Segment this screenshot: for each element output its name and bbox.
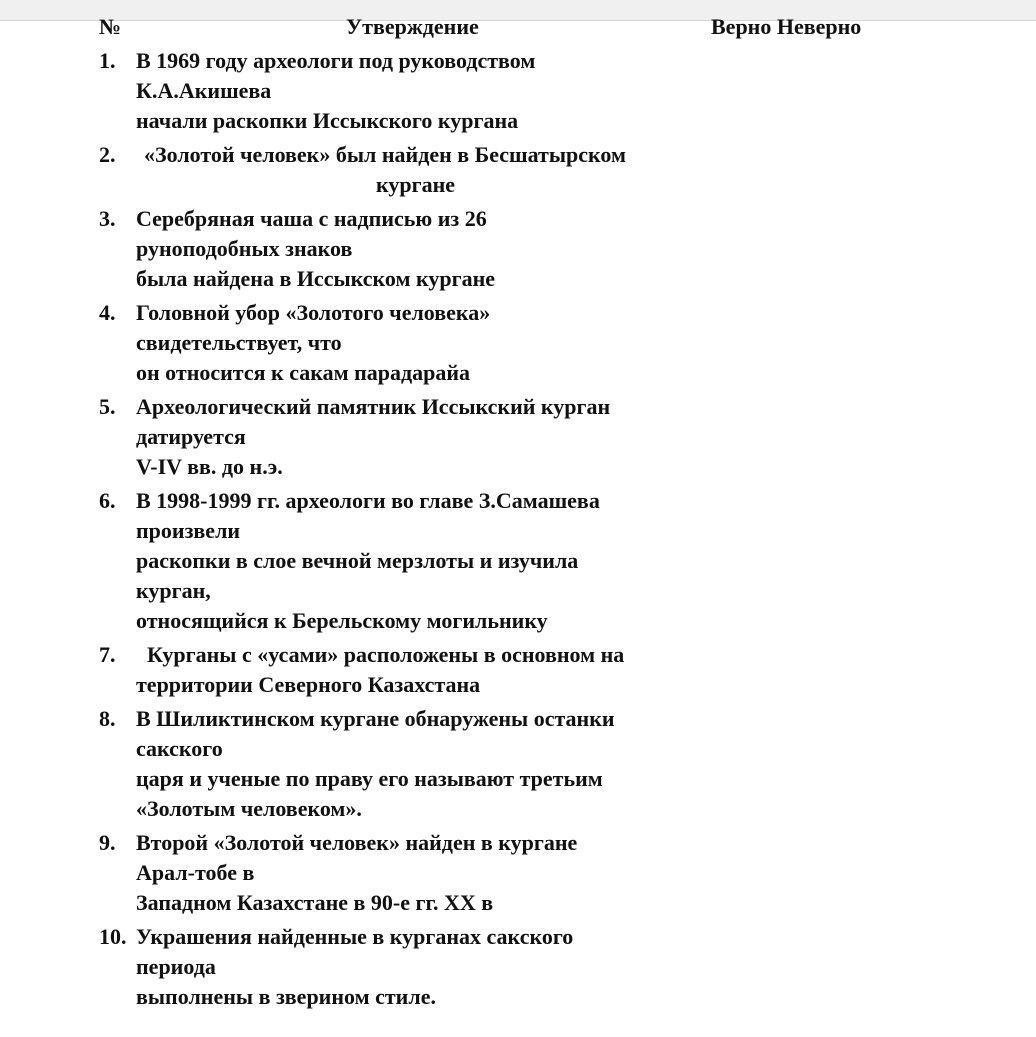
item-text-line: Арал-тобе в	[136, 860, 255, 885]
item-text-line: Западном Казахстане в 90-е гг. XX в	[136, 890, 494, 915]
item-text-line: Серебряная чаша с надписью из 26	[136, 206, 487, 231]
item-text-line: V-IV вв. до н.э.	[136, 454, 283, 479]
statement-item	[99, 140, 719, 200]
statement-item	[99, 828, 719, 918]
item-text-line: свидетельствует, что	[136, 330, 342, 355]
item-text-line: Курганы с «усами» расположены в основном на	[147, 642, 625, 667]
statement-item	[99, 486, 719, 636]
item-text-line: начали раскопки Иссыкского кургана	[136, 108, 519, 133]
item-text-line: была найдена в Иссыкском кургане	[136, 266, 496, 291]
item-text-line: сакского	[136, 736, 223, 761]
item-number: 10.	[99, 924, 127, 949]
item-number: 1.	[99, 48, 116, 73]
statement-list	[99, 46, 719, 1016]
item-number: 6.	[99, 488, 116, 513]
item-text-line: Украшения найденные в курганах сакского	[136, 924, 574, 949]
item-text-line: датируется	[136, 424, 246, 449]
column-header-statement: Утверждение	[346, 14, 479, 39]
item-number: 4.	[99, 300, 116, 325]
item-text-line: периода	[136, 954, 216, 979]
item-text-line: он относится к сакам парадарайа	[136, 360, 471, 385]
item-number: 7.	[99, 642, 116, 667]
statement-item	[99, 46, 719, 136]
item-text-line: руноподобных знаков	[136, 236, 353, 261]
item-text-line: раскопки в слое вечной мерзлоты и изучила	[136, 548, 579, 573]
item-text-line: В 1998-1999 гг. археологи во главе З.Самашева	[136, 488, 600, 513]
item-text-line: произвели	[136, 518, 241, 543]
statement-item	[99, 392, 719, 482]
column-header-true-false: Верно Неверно	[711, 14, 862, 39]
item-text-line: территории Северного Казахстана	[136, 672, 481, 697]
statement-item	[99, 640, 719, 700]
item-text-line: Археологический памятник Иссыкский курган	[136, 394, 611, 419]
item-text-line: К.А.Акишева	[136, 78, 272, 103]
item-text-line: Головной убор «Золотого человека»	[136, 300, 491, 325]
item-text-line: «Золотым человеком».	[136, 796, 362, 821]
statement-item	[99, 922, 719, 1012]
item-text-line: выполнены в зверином стиле.	[136, 984, 436, 1009]
item-text-line: В Шиликтинском кургане обнаружены останки	[136, 706, 615, 731]
item-text-line: относящийся к Берельскому могильнику	[136, 608, 548, 633]
column-header-number: №	[99, 14, 122, 39]
item-text-line: «Золотой человек» был найден в Бесшатырском	[144, 142, 626, 167]
item-number: 2.	[99, 142, 116, 167]
item-text-line: кургане	[376, 172, 456, 197]
item-text-line: Второй «Золотой человек» найден в кургане	[136, 830, 578, 855]
item-number: 5.	[99, 394, 116, 419]
statement-item	[99, 704, 719, 824]
item-text-line: курган,	[136, 578, 211, 603]
statement-item	[99, 204, 719, 294]
item-text-line: царя и ученые по праву его называют третьим	[136, 766, 603, 791]
item-number: 8.	[99, 706, 116, 731]
item-number: 9.	[99, 830, 116, 855]
item-text-line: В 1969 году археологи под руководством	[136, 48, 536, 73]
statement-item	[99, 298, 719, 388]
item-number: 3.	[99, 206, 116, 231]
